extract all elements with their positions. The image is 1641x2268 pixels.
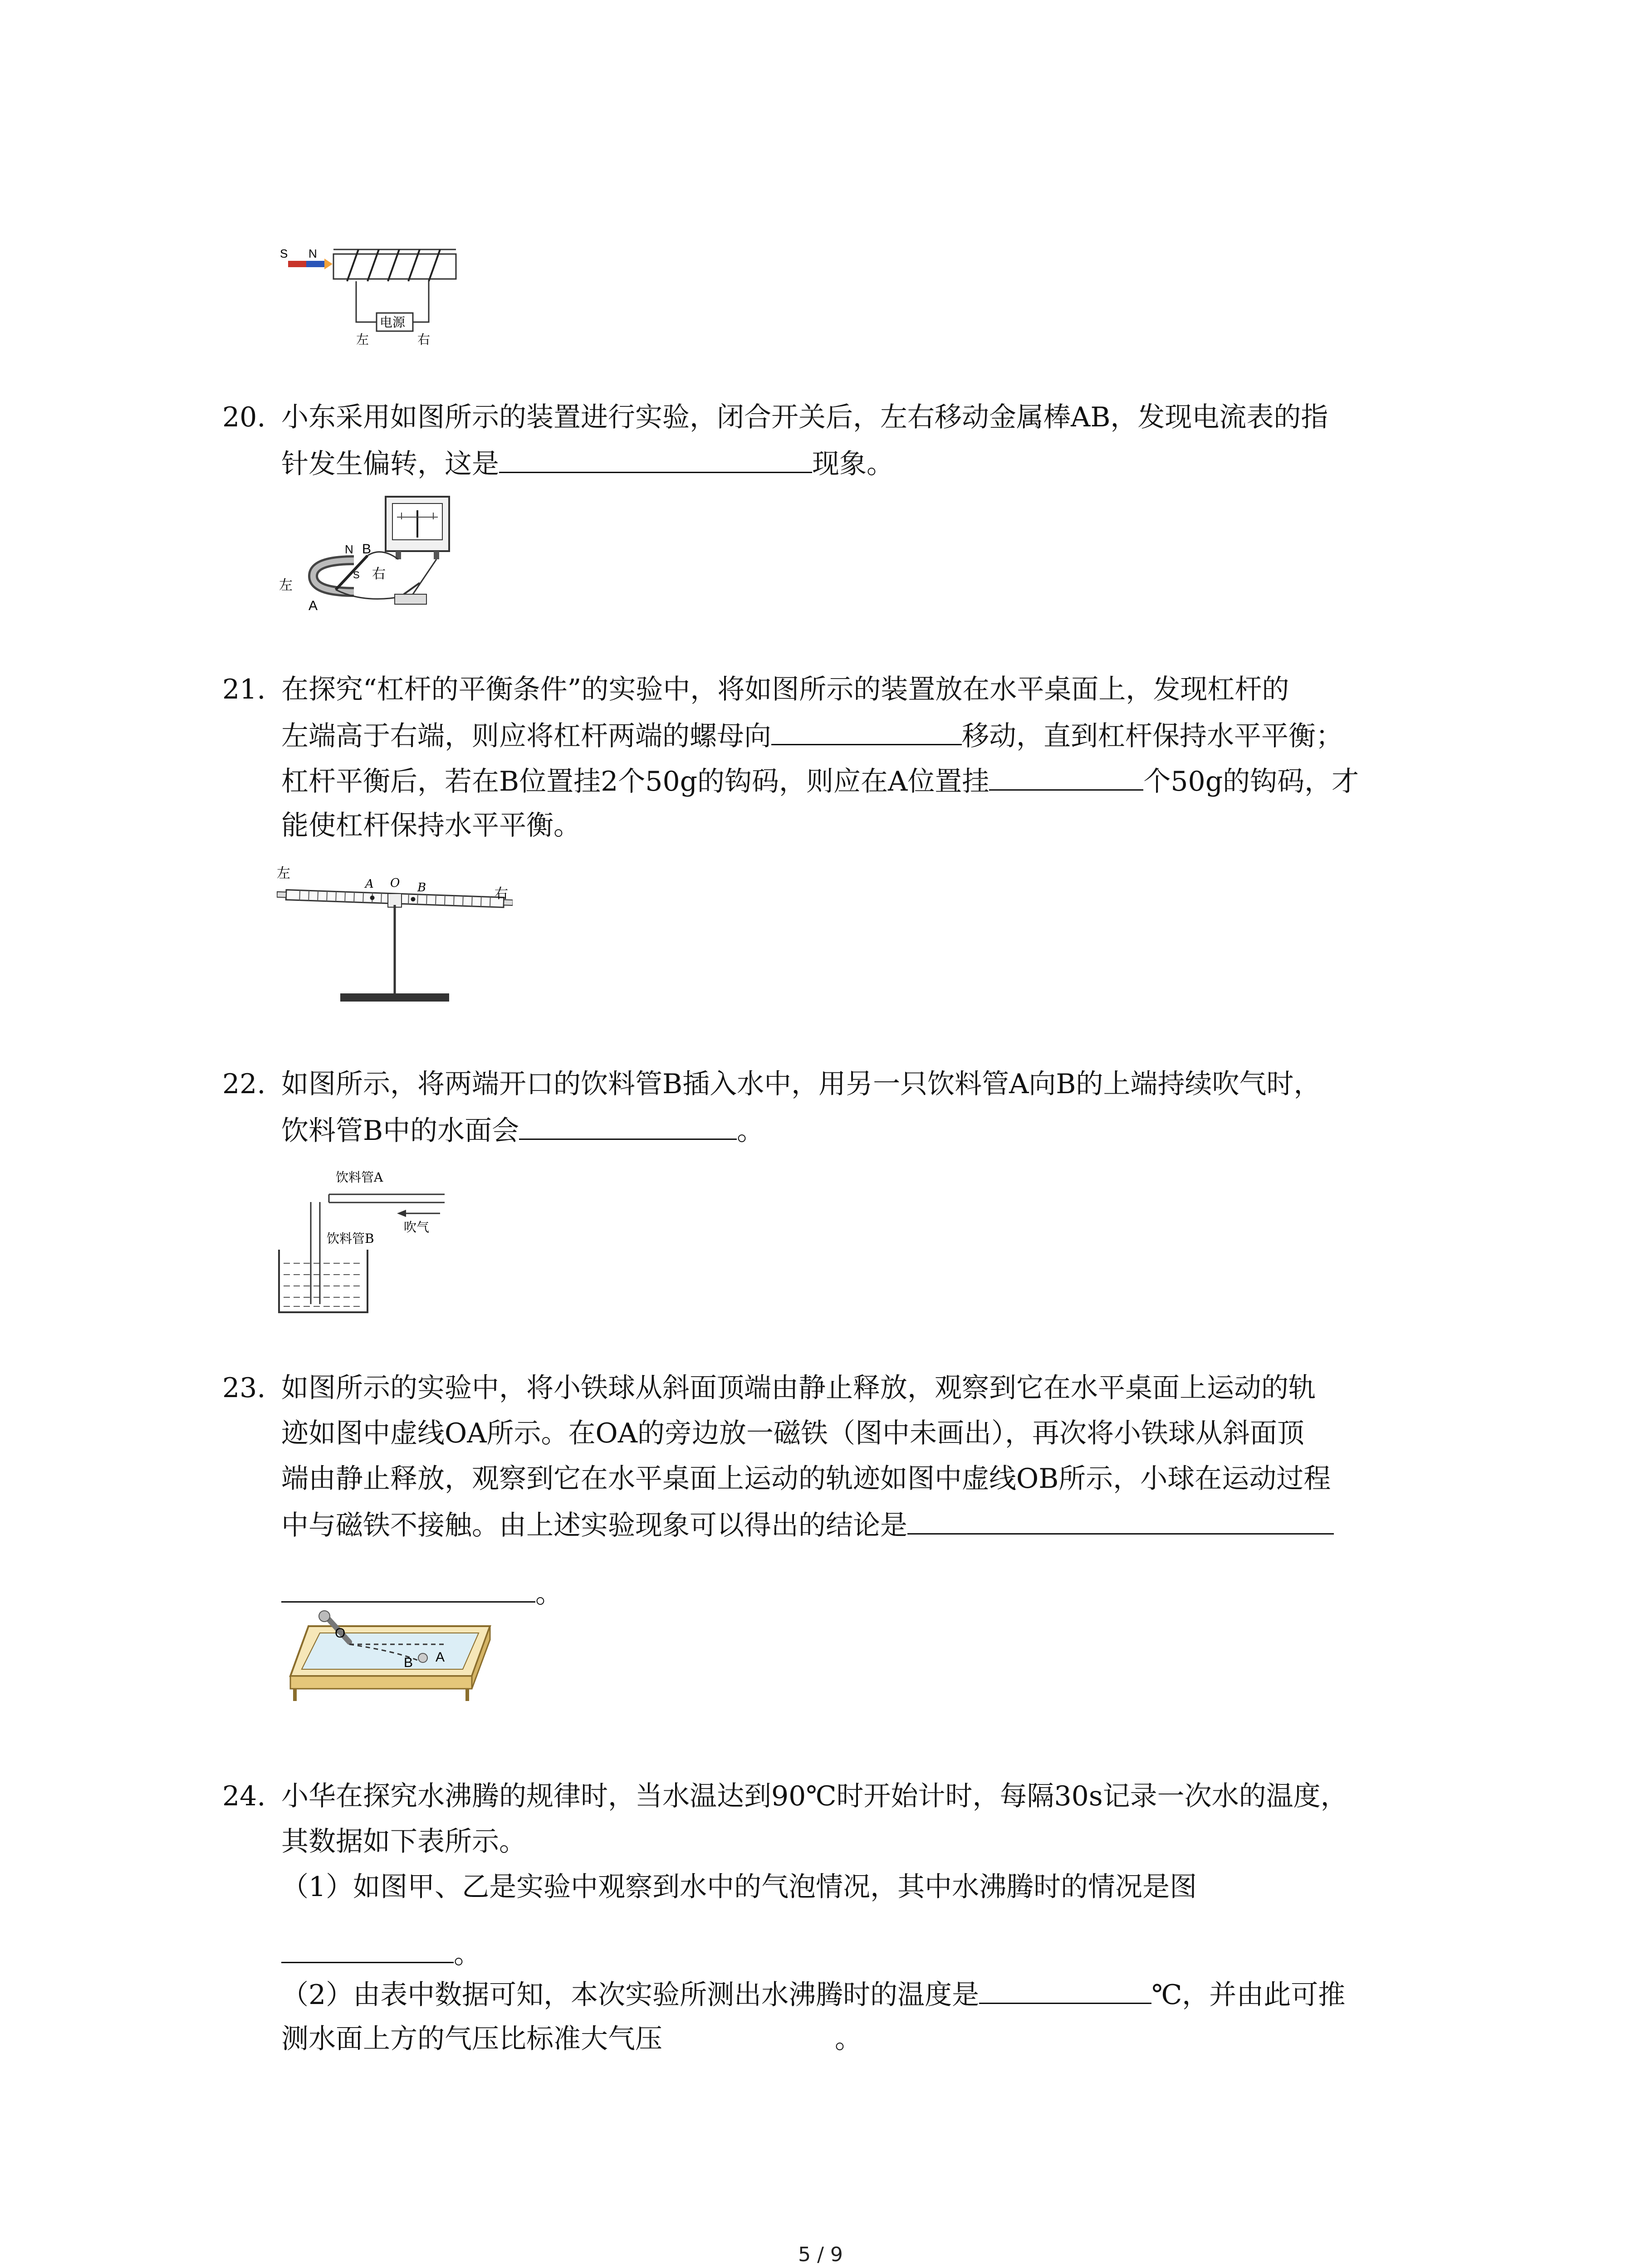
galvanometer-figure [277,492,485,615]
q24-part1-line2: 。 [281,1930,481,1977]
question-22 [222,1061,1465,1152]
answer-blank[interactable] [281,1569,535,1603]
question-line: 迹如图中虚线OA所示。在OA的旁边放一磁铁（图中未画出），再次将小铁球从斜面顶 [281,1418,1305,1449]
question-line: 其数据如下表所示。 [281,1826,526,1857]
answer-blank[interactable] [771,712,962,745]
lever-figure [277,860,513,1009]
question-line: 。 [281,1569,1465,1615]
answer-blank[interactable] [907,1501,1334,1535]
lever-o-label: O [390,876,400,890]
magnet-n-label: N [309,247,317,260]
solenoid-figure [279,236,470,349]
incline-b-label: B [404,1655,413,1670]
galv-a-label: A [309,598,318,613]
answer-blank[interactable] [519,1107,737,1140]
galv-right-label: 右 [372,566,386,582]
question-line: 如图所示，将两端开口的饮料管B插入水中，用另一只饮料管A向B的上端持续吹气时， [281,1068,1321,1100]
left-label: 左 [356,332,369,347]
q24-part1-line1: （1）如图甲、乙是实验中观察到水中的气泡情况，其中水沸腾时的情况是图 [281,1871,1197,1903]
answer-blank[interactable] [989,758,1143,791]
q24-part2-line2: 测水面上方的气压比标准大气压 。 [281,2023,862,2055]
galv-s-label: S [353,569,360,581]
answer-blank[interactable] [281,1930,454,1963]
question-line: 端由静止释放，观察到它在水平桌面上运动的轨迹如图中虚线OB所示，小球在运动过程 [281,1463,1331,1495]
question-line: 中与磁铁不接触。由上述实验现象可以得出的结论是 [281,1501,1465,1547]
blow-label: 吹气 [404,1220,430,1235]
question-23 [222,1365,1465,1615]
magnet-s-label: S [280,247,288,260]
question-line: 杠杆平衡后，若在B位置挂2个50g的钩码，则应在A位置挂 个50g的钩码，才 [281,758,1465,803]
lever-right-label: 右 [495,886,508,902]
question-line: 在探究“杠杆的平衡条件”的实验中，将如图所示的装置放在水平桌面上，发现杠杆的 [281,674,1289,705]
answer-blank[interactable] [499,440,812,473]
tube-a-label: 饮料管A [336,1170,383,1185]
galv-b-label: B [362,542,372,557]
question-line: 小东采用如图所示的装置进行实验，闭合开关后，左右移动金属棒AB，发现电流表的指 [281,401,1328,433]
question-20 [222,395,1465,485]
incline-a-label: A [436,1650,445,1665]
question-line: 小华在探究水沸腾的规律时，当水温达到90℃时开始计时，每隔30s记录一次水的温度， [281,1780,1348,1812]
question-line: 左端高于右端，则应将杠杆两端的螺母向 移动，直到杠杆保持水平平衡； [281,712,1465,758]
straws-figure [277,1159,467,1315]
page-number: 5 / 9 [798,2243,843,2266]
question-number: 21. [222,674,266,705]
question-line: 能使杠杆保持水平平衡。 [281,810,581,841]
galv-n-label: N [345,543,353,556]
galv-left-label: 左 [279,577,293,593]
question-number: 22. [222,1068,266,1100]
question-number: 20. [222,401,266,433]
tube-b-label: 饮料管B [327,1231,374,1246]
incline-figure [281,1608,499,1712]
question-number: 24. [222,1780,266,1812]
question-line: 针发生偏转，这是 现象。 [281,440,1465,485]
power-label: 电源 [380,315,406,330]
question-21 [222,667,1465,848]
right-label: 右 [417,332,431,347]
question-24 [222,1774,1465,1864]
lever-b-label: B [417,881,426,894]
lever-a-label: A [365,877,374,891]
incline-o-label: O [335,1626,346,1641]
answer-blank[interactable] [979,1971,1151,2004]
question-line: 饮料管B中的水面会 。 [281,1107,1465,1152]
question-line: 如图所示的实验中，将小铁球从斜面顶端由静止释放，观察到它在水平桌面上运动的轨 [281,1372,1316,1404]
q24-part2-line1: （2）由表中数据可知，本次实验所测出水沸腾时的温度是 ℃，并由此可推 [281,1971,1345,2018]
lever-left-label: 左 [277,865,290,881]
question-number: 23. [222,1372,266,1404]
